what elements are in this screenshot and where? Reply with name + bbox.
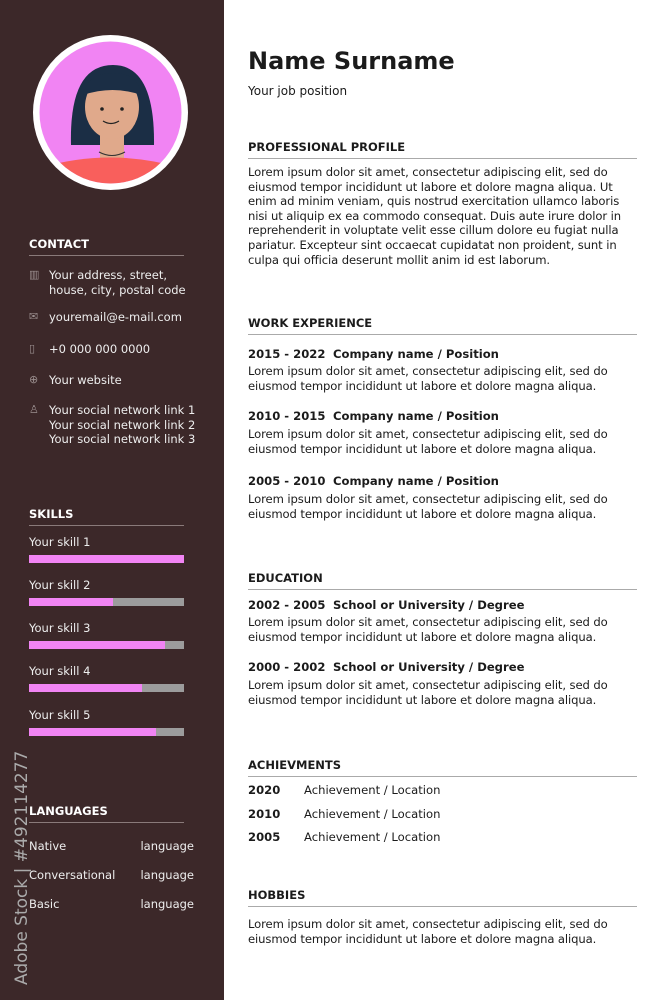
skill-bar — [29, 728, 184, 736]
sidebar — [0, 0, 224, 1000]
skill-item — [29, 578, 184, 606]
achievement-row: 2010 Achievement / Location — [248, 807, 441, 821]
skill-bar-fill — [29, 555, 184, 563]
skill-bar — [29, 598, 184, 606]
skill-item — [29, 621, 184, 649]
hobbies-heading: HOBBIES — [248, 888, 637, 907]
envelope-icon: ✉ — [29, 310, 39, 323]
achievement-row: 2020 Achievement / Location — [248, 783, 441, 797]
globe-icon: ⊕ — [29, 373, 39, 386]
work-item-header: 2015 - 2022 Company name / Position — [248, 347, 499, 361]
achievement-row: 2005 Achievement / Location — [248, 830, 441, 844]
skill-item — [29, 664, 184, 692]
contact-phone: ▯ +0 000 000 0000 — [29, 342, 151, 356]
job-position: Your job position — [248, 84, 348, 98]
language-row: Native language — [29, 839, 194, 853]
hobbies-text: Lorem ipsum dolor sit amet, consectetur adipiscing elit, sed do eiusmod tempor incididunt ut labore et dolore magna aliqua. — [248, 917, 608, 946]
education-heading: EDUCATION — [248, 571, 637, 590]
education-item-text: Lorem ipsum dolor sit amet, consectetur adipiscing elit, sed do eiusmod tempor incididunt ut labore et dolore magna aliqua. — [248, 615, 608, 644]
language-row: Basic language — [29, 897, 194, 911]
education-item-header: 2000 - 2002 School or University / Degree — [248, 660, 525, 674]
skill-bar — [29, 684, 184, 692]
profile-text: Lorem ipsum dolor sit amet, consectetur adipiscing elit, sed do eiusmod tempor incididunt ut labore et dolore magna aliqua. Ut enim ad minim veniam, quis nostrud exercitation ullamco laboris nisi ut aliquip ex ea commodo consequat. Duis aute irure dolor in reprehenderit in voluptate velit esse cillum dolore eu fugiat nulla pariatur. Excepteur sint occaecat cupidatat non proident, sunt in culpa qui officia deserunt mollit anim id est laborum. — [248, 165, 622, 267]
education-item-text: Lorem ipsum dolor sit amet, consectetur adipiscing elit, sed do eiusmod tempor incididunt ut labore et dolore magna aliqua. — [248, 678, 608, 707]
work-heading: WORK EXPERIENCE — [248, 316, 637, 335]
education-item-header: 2002 - 2005 School or University / Degree — [248, 598, 525, 612]
contact-social[interactable]: ♙ Your social network link 1 Your social network link 2 Your social network link 3 — [29, 403, 196, 446]
contact-email[interactable]: ✉ youremail@e-mail.com — [29, 310, 182, 324]
page-title: Name Surname — [248, 47, 455, 75]
skill-label: Your skill 4 — [29, 664, 91, 678]
language-row: Conversational language — [29, 868, 194, 882]
skill-bar — [29, 555, 184, 563]
skills-heading: SKILLS — [29, 507, 184, 526]
skill-item — [29, 535, 184, 563]
skill-bar-fill — [29, 684, 142, 692]
skill-bar-fill — [29, 598, 113, 606]
work-item-text: Lorem ipsum dolor sit amet, consectetur adipiscing elit, sed do eiusmod tempor incididunt ut labore et dolore magna aliqua. — [248, 427, 608, 456]
contact-website[interactable]: ⊕ Your website — [29, 373, 122, 387]
profile-heading: PROFESSIONAL PROFILE — [248, 140, 637, 159]
skill-item — [29, 708, 184, 736]
skill-bar — [29, 641, 184, 649]
skill-bar-fill — [29, 641, 165, 649]
languages-heading: LANGUAGES — [29, 804, 184, 823]
work-item-header: 2005 - 2010 Company name / Position — [248, 474, 499, 488]
skill-label: Your skill 1 — [29, 535, 91, 549]
work-item-text: Lorem ipsum dolor sit amet, consectetur adipiscing elit, sed do eiusmod tempor incididunt ut labore et dolore magna aliqua. — [248, 492, 608, 521]
map-icon: ▥ — [29, 268, 40, 281]
user-icon: ♙ — [29, 403, 39, 416]
skill-label: Your skill 2 — [29, 578, 91, 592]
work-item-header: 2010 - 2015 Company name / Position — [248, 409, 499, 423]
watermark: Adobe Stock | #492114277 — [12, 750, 32, 985]
skill-label: Your skill 3 — [29, 621, 91, 635]
work-item-text: Lorem ipsum dolor sit amet, consectetur adipiscing elit, sed do eiusmod tempor incididunt ut labore et dolore magna aliqua. — [248, 364, 608, 393]
skill-label: Your skill 5 — [29, 708, 91, 722]
avatar — [33, 35, 188, 190]
phone-icon: ▯ — [29, 342, 36, 355]
achievements-heading: ACHIEVMENTS — [248, 758, 637, 777]
skill-bar-fill — [29, 728, 156, 736]
contact-heading: CONTACT — [29, 237, 184, 256]
contact-address: ▥ Your address, street, house, city, postal code — [29, 268, 186, 297]
